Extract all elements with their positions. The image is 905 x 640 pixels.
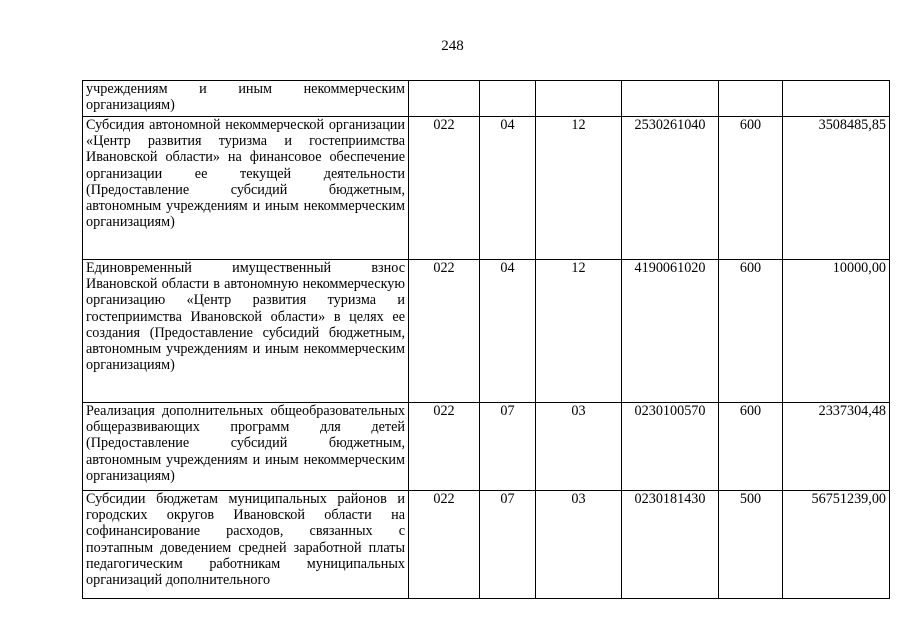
row-section: 04: [480, 117, 536, 260]
row-expense-type: 600: [719, 403, 783, 491]
row-sum: 10000,00: [783, 260, 890, 403]
row-subsection: 03: [536, 491, 622, 599]
row-sum: 56751239,00: [783, 491, 890, 599]
page-number: 248: [441, 38, 464, 54]
table-row: [83, 117, 890, 260]
table-row: [83, 260, 890, 403]
row-description: Субсидии бюджетам муниципальных районов и городских округов Ивановской области на софинансирование расходов, связанных с поэтапным доведением средней заработной платы педагогическим работникам муниципальных организаций дополнительного: [83, 491, 409, 599]
row-description: Единовременный имущественный взнос Ивановской области в автономную некоммерческую организацию «Центр развития туризма и гостеприимства Ивановской области» в целях ее создания (Предоставление субсидий бюджетным, автономным учреждениям и иным некоммерческим организациям): [83, 260, 409, 403]
row-sum: [783, 81, 890, 117]
row-section: [480, 81, 536, 117]
table-row: [83, 403, 890, 491]
row-subsection: 03: [536, 403, 622, 491]
row-expense-type: 600: [719, 260, 783, 403]
row-expense-type: [719, 81, 783, 117]
row-description: Реализация дополнительных общеобразовательных общеразвивающих программ для детей (Предоставление субсидий бюджетным, автономным учреждениям и иным некоммерческим организациям): [83, 403, 409, 491]
budget-table: [82, 80, 890, 599]
table-row: [83, 491, 890, 599]
row-ved: 022: [409, 403, 480, 491]
row-subsection: 12: [536, 117, 622, 260]
row-target-code: 4190061020: [622, 260, 719, 403]
row-subsection: 12: [536, 260, 622, 403]
row-description: учреждениям и иным некоммерческим организациям): [83, 81, 409, 117]
row-section: 04: [480, 260, 536, 403]
row-expense-type: 600: [719, 117, 783, 260]
row-subsection: [536, 81, 622, 117]
row-ved: [409, 81, 480, 117]
row-section: 07: [480, 403, 536, 491]
table-row: [83, 81, 890, 117]
row-ved: 022: [409, 117, 480, 260]
row-sum: 3508485,85: [783, 117, 890, 260]
row-target-code: 0230181430: [622, 491, 719, 599]
row-target-code: 0230100570: [622, 403, 719, 491]
row-expense-type: 500: [719, 491, 783, 599]
row-ved: 022: [409, 491, 480, 599]
row-target-code: 2530261040: [622, 117, 719, 260]
row-target-code: [622, 81, 719, 117]
row-description: Субсидия автономной некоммерческой организации «Центр развития туризма и гостеприимства Ивановской области» на финансовое обеспечение организации ее текущей деятельности (Предоставление субсидий бюджетным, автономным учреждениям и иным некоммерческим организациям): [83, 117, 409, 260]
row-sum: 2337304,48: [783, 403, 890, 491]
row-ved: 022: [409, 260, 480, 403]
row-section: 07: [480, 491, 536, 599]
